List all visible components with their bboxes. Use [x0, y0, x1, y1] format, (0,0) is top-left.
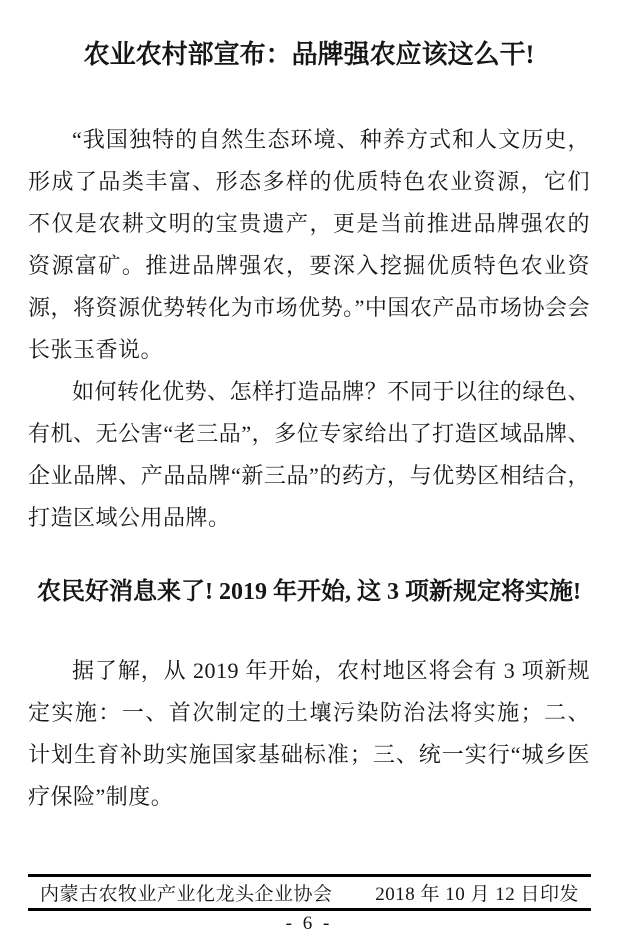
- footer-issue-date: 2018 年 10 月 12 日印发: [375, 884, 579, 905]
- article2-paragraph-1: 据了解，从 2019 年开始，农村地区将会有 3 项新规定实施：一、首次制定的土壤污染防治法将实施；二、计划生育补助实施国家基础标准；三、统一实行“城乡医疗保险”制度。: [28, 658, 590, 809]
- footer: [28, 877, 591, 908]
- article1-paragraph-1: “我国独特的自然生态环境、种养方式和人文历史，形成了品类丰富、形态多样的优质特色农业资源，它们不仅是农耕文明的宝贵遗产，更是当前推进品牌强农的资源富矿。推进品牌强农，要深入挖掘优质特色农业资源，将资源优势转化为市场优势。”中国农产品市场协会会长张玉香说。: [28, 127, 590, 362]
- footer-organization: 内蒙古农牧业产业化龙头企业协会: [40, 884, 333, 905]
- article1-title: 农业农村部宣布：品牌强农应该这么干!: [83, 40, 535, 69]
- article1-paragraph-2: 如何转化优势、怎样打造品牌？不同于以往的绿色、有机、无公害“老三品”，多位专家给出了打造区域品牌、企业品牌、产品品牌“新三品”的药方，与优势区相结合，打造区域公用品牌。: [28, 379, 590, 530]
- article2-title: 农民好消息来了! 2019 年开始, 这 3 项新规定将实施!: [37, 579, 581, 605]
- page-number: - 6 -: [285, 913, 333, 934]
- footer-bottom-divider: [28, 908, 591, 911]
